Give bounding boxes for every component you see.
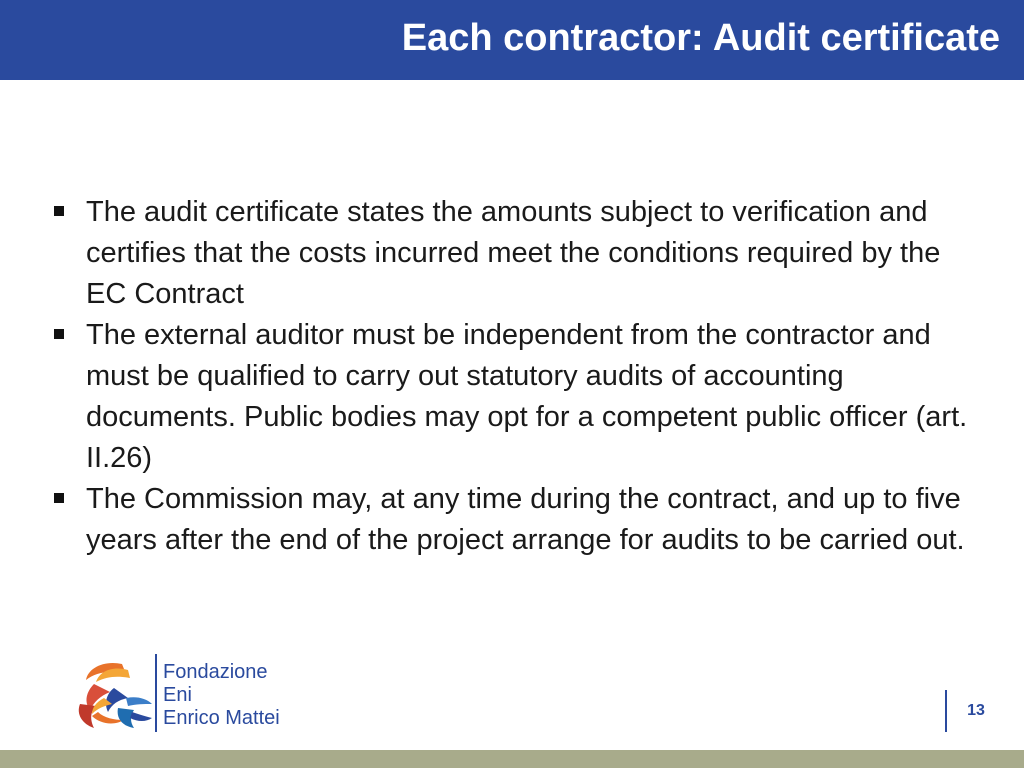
logo-line-1: Fondazione [163,661,268,683]
bullet-item-2 [52,315,982,479]
bullet-list [52,192,982,561]
title-bar [0,0,1024,80]
fondazione-logo-icon [74,658,154,734]
logo-wordmark [163,661,280,730]
logo-line-3: Enrico Mattei [163,707,280,729]
bullet-text-1: The audit certificate states the amounts subject to verification and certifies that the costs incurred meet the conditions required by the EC Contract [86,196,941,310]
page-number-divider [945,690,947,732]
bullet-square-icon [54,206,64,216]
bullet-text-3: The Commission may, at any time during the contract, and up to five years after the end of the project arrange for audits to be carried out. [86,483,965,556]
slide-title: Each contractor: Audit certificate [401,17,1000,59]
logo-divider [155,654,157,732]
bullet-square-icon [54,493,64,503]
page-number: 13 [967,702,985,719]
bullet-item-1 [52,192,982,315]
bullet-square-icon [54,329,64,339]
logo-line-2: Eni [163,684,192,706]
bullet-text-2: The external auditor must be independent from the contractor and must be qualified to carry out statutory audits of accounting documents. Public bodies may opt for a competent public officer (art. II.26) [86,319,968,474]
footer-band [0,750,1024,768]
bullet-item-3 [52,479,982,561]
